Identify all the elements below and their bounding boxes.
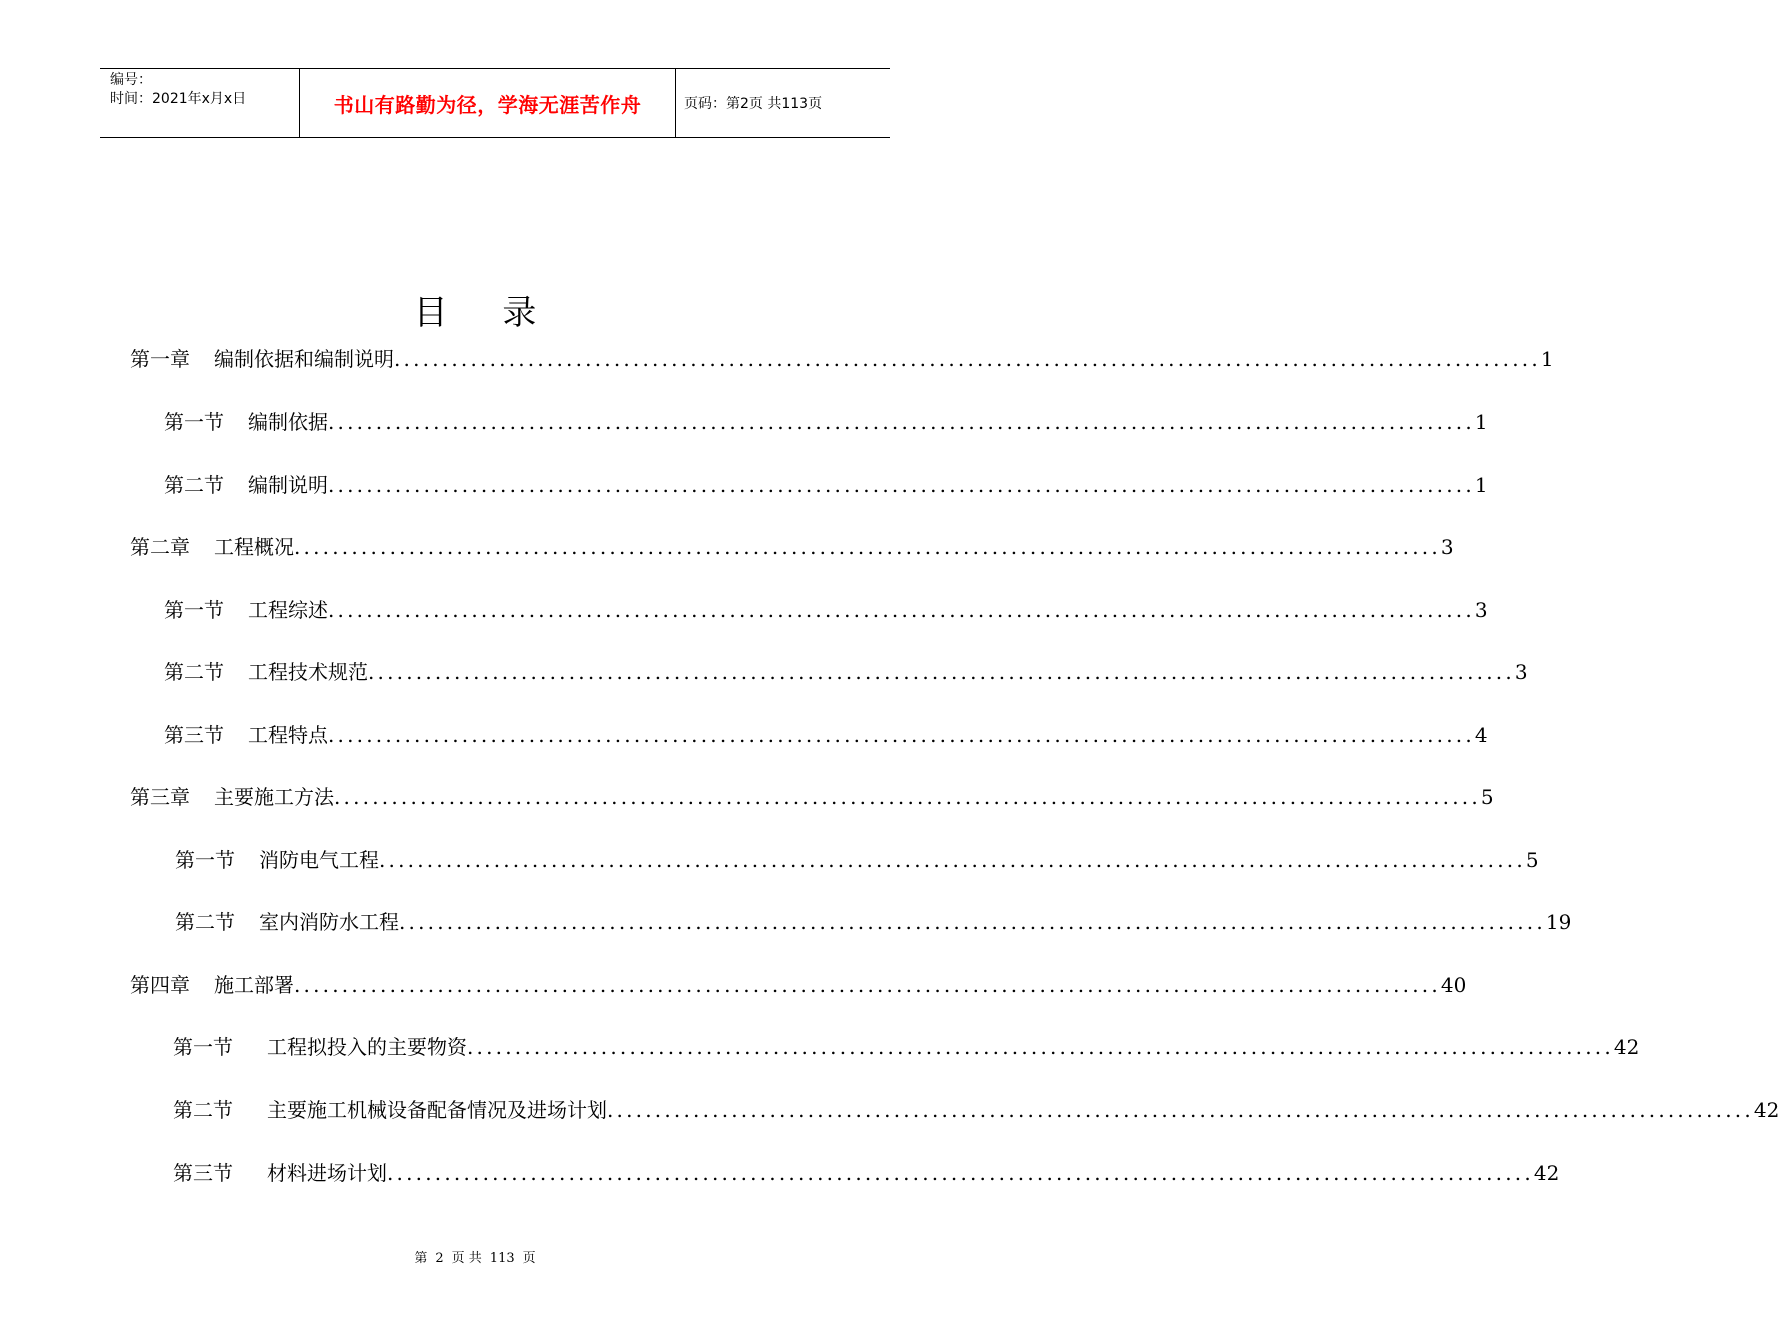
toc-entry-title: 工程拟投入的主要物资	[267, 1035, 467, 1059]
toc-entry-page: 1	[1540, 347, 1554, 371]
header-page-info: 页码：第2页 共113页	[684, 96, 823, 112]
toc-leader-dots: ........................................................................................................................	[379, 848, 1526, 872]
toc-entry[interactable]	[130, 781, 1494, 811]
page-footer	[0, 1247, 950, 1266]
toc-leader-dots: ........................................................................................................................	[387, 1161, 1534, 1185]
toc-entry-page: 42	[1753, 1098, 1779, 1122]
toc-entry-page: 19	[1545, 910, 1572, 934]
footer-prefix: 第	[414, 1251, 428, 1266]
toc-entry-title: 工程综述	[248, 598, 328, 622]
footer-current-page: 2	[435, 1251, 444, 1266]
toc-entry[interactable]	[164, 656, 1528, 686]
toc-entry-number: 第二节	[164, 660, 224, 684]
toc-entry-page: 4	[1474, 723, 1488, 747]
toc-entry-page: 40	[1440, 973, 1467, 997]
toc-entry-title: 室内消防水工程	[259, 910, 399, 934]
toc-entry-number: 第三节	[173, 1161, 233, 1185]
header-motto: 书山有路勤为径，学海无涯苦作舟	[300, 69, 676, 137]
toc-leader-dots: ........................................................................................................................	[294, 535, 1441, 559]
toc-leader-dots: ........................................................................................................................	[467, 1035, 1614, 1059]
toc-entry[interactable]	[164, 594, 1488, 624]
toc-entry-page: 42	[1533, 1161, 1560, 1185]
page-header	[100, 68, 890, 138]
toc-leader-dots: ........................................................................................................................	[607, 1098, 1754, 1122]
code-label: 编号：	[110, 72, 152, 88]
date-label: 时间：2021年x月x日	[110, 91, 247, 107]
toc-entry[interactable]	[173, 1157, 1560, 1187]
toc-leader-dots: ........................................................................................................................	[328, 598, 1475, 622]
footer-middle: 页 共	[451, 1251, 482, 1266]
toc-entry-page: 3	[1474, 598, 1488, 622]
toc-entry-page: 5	[1525, 848, 1539, 872]
toc-entry-title: 消防电气工程	[259, 848, 379, 872]
toc-entry-page: 3	[1514, 660, 1528, 684]
toc-entry-number: 第二章	[130, 535, 190, 559]
toc-entry-page: 42	[1613, 1035, 1640, 1059]
toc-entry-title: 工程概况	[214, 535, 294, 559]
toc-leader-dots: ........................................................................................................................	[328, 410, 1475, 434]
toc-entry-page: 1	[1474, 473, 1488, 497]
toc-leader-dots: ........................................................................................................................	[399, 910, 1546, 934]
toc-entry-title: 编制说明	[248, 473, 328, 497]
toc-entry[interactable]	[173, 1094, 1779, 1124]
header-left-cell	[100, 69, 300, 137]
toc-entry-number: 第一节	[164, 410, 224, 434]
toc-entry[interactable]	[173, 1031, 1640, 1061]
toc-entry-number: 第一节	[164, 598, 224, 622]
toc-entry-title: 主要施工方法	[214, 785, 334, 809]
footer-suffix: 页	[522, 1251, 536, 1266]
toc-entry-title: 材料进场计划	[267, 1161, 387, 1185]
toc-entry-number: 第二节	[175, 910, 235, 934]
toc-entry-page: 3	[1440, 535, 1454, 559]
toc-entry[interactable]	[130, 969, 1467, 999]
toc-title: 目 录	[413, 293, 559, 333]
toc-entry-page: 1	[1474, 410, 1488, 434]
toc-leader-dots: ........................................................................................................................	[368, 660, 1515, 684]
footer-total-pages: 113	[489, 1251, 515, 1266]
toc-leader-dots: ........................................................................................................................	[328, 723, 1475, 747]
toc-entry-title: 施工部署	[214, 973, 294, 997]
toc-entry-number: 第一节	[173, 1035, 233, 1059]
toc-entry-title: 编制依据和编制说明	[214, 347, 394, 371]
toc-entry-number: 第三章	[130, 785, 190, 809]
toc-entry-title: 工程特点	[248, 723, 328, 747]
toc-entry-number: 第四章	[130, 973, 190, 997]
toc-entry-title: 编制依据	[248, 410, 328, 434]
toc-leader-dots: ........................................................................................................................	[334, 785, 1481, 809]
toc-leader-dots: ........................................................................................................................	[328, 473, 1475, 497]
toc-entry-number: 第二节	[164, 473, 224, 497]
toc-entry[interactable]	[164, 719, 1488, 749]
toc-entry[interactable]	[130, 531, 1454, 561]
toc-entry-number: 第三节	[164, 723, 224, 747]
toc-entry[interactable]	[175, 906, 1572, 936]
toc-entry-page: 5	[1480, 785, 1494, 809]
toc-leader-dots: ........................................................................................................................	[394, 347, 1541, 371]
toc-entry[interactable]	[175, 844, 1539, 874]
toc-entry[interactable]	[130, 343, 1554, 373]
toc-leader-dots: ........................................................................................................................	[294, 973, 1441, 997]
toc-entry-number: 第一章	[130, 347, 190, 371]
toc-entry-title: 主要施工机械设备配备情况及进场计划	[267, 1098, 607, 1122]
toc-entry-number: 第一节	[175, 848, 235, 872]
toc-entry-title: 工程技术规范	[248, 660, 368, 684]
toc-entry-number: 第二节	[173, 1098, 233, 1122]
toc-entry[interactable]	[164, 406, 1488, 436]
toc-entry[interactable]	[164, 469, 1488, 499]
